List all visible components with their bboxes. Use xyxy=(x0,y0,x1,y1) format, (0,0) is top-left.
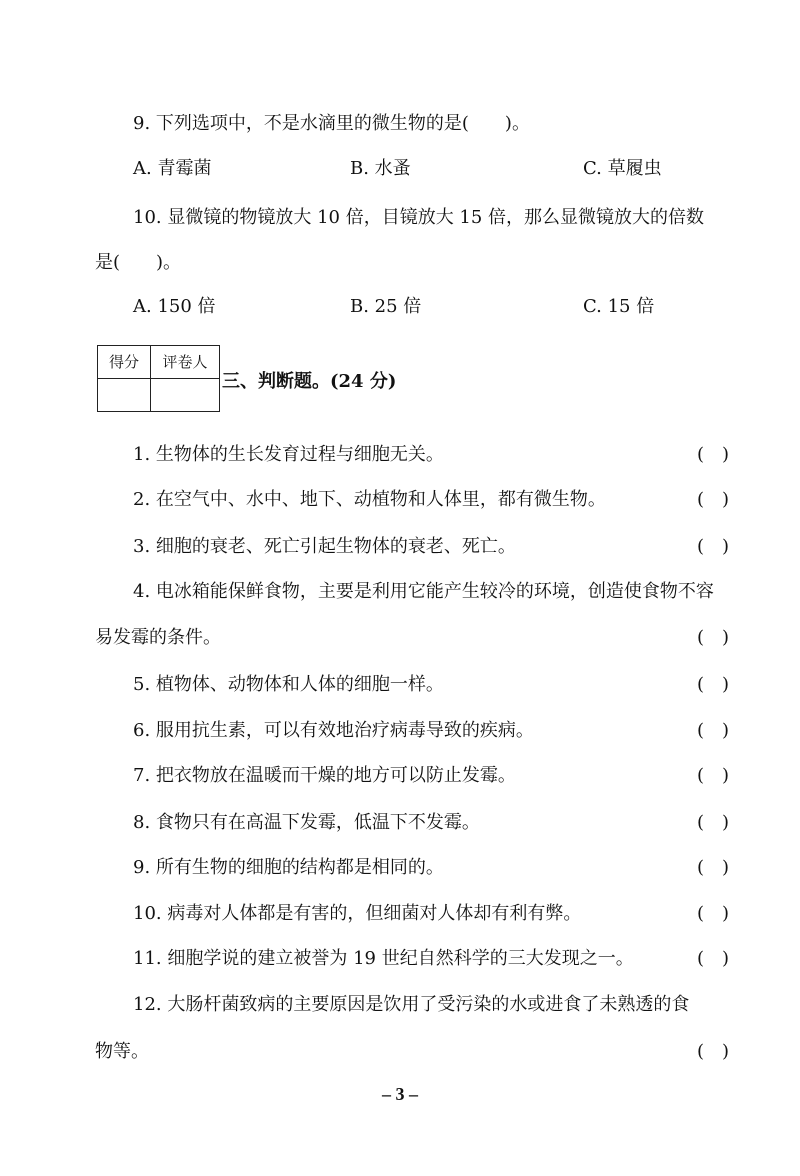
judge-item-12-line1: 12. 大肠杆菌致病的主要原因是饮用了受污染的水或进食了未熟透的食 xyxy=(133,994,690,1015)
judge-item-11: 11. 细胞学说的建立被誉为 19 世纪自然科学的三大发现之一。 xyxy=(133,948,634,969)
judge-item-12-line2: 物等。 xyxy=(95,1041,149,1062)
judge-item-3: 3. 细胞的衰老、死亡引起生物体的衰老、死亡。 xyxy=(133,536,516,557)
question-10-text-line1: 10. 显微镜的物镜放大 10 倍，目镜放大 15 倍，那么显微镜放大的倍数 xyxy=(133,207,705,228)
judge-item-9-answer-blank: ( ) xyxy=(697,857,730,878)
judge-item-7: 7. 把衣物放在温暖而干燥的地方可以防止发霉。 xyxy=(133,765,516,786)
question-10-option-c: C. 15 倍 xyxy=(583,296,655,317)
judge-item-8: 8. 食物只有在高温下发霉，低温下不发霉。 xyxy=(133,812,480,833)
question-9-option-a: A. 青霉菌 xyxy=(133,158,212,179)
judge-item-9: 9. 所有生物的细胞的结构都是相同的。 xyxy=(133,857,444,878)
judge-item-10: 10. 病毒对人体都是有害的，但细菌对人体却有利有弊。 xyxy=(133,903,582,924)
question-9-text: 9. 下列选项中，不是水滴里的微生物的是( )。 xyxy=(133,113,530,134)
question-10-text-line2: 是( )。 xyxy=(95,252,182,273)
score-box-header-grader: 评卷人 xyxy=(151,346,220,379)
judge-item-11-answer-blank: ( ) xyxy=(697,948,730,969)
judge-item-1-answer-blank: ( ) xyxy=(697,444,730,465)
score-box xyxy=(97,345,220,412)
judge-item-5: 5. 植物体、动物体和人体的细胞一样。 xyxy=(133,674,444,695)
judge-item-1: 1. 生物体的生长发育过程与细胞无关。 xyxy=(133,444,444,465)
judge-item-8-answer-blank: ( ) xyxy=(697,812,730,833)
question-10-option-b: B. 25 倍 xyxy=(350,296,422,317)
question-9-option-c: C. 草履虫 xyxy=(583,158,662,179)
judge-item-3-answer-blank: ( ) xyxy=(697,536,730,557)
judge-item-10-answer-blank: ( ) xyxy=(697,903,730,924)
judge-item-7-answer-blank: ( ) xyxy=(697,765,730,786)
judge-item-6: 6. 服用抗生素，可以有效地治疗病毒导致的疾病。 xyxy=(133,720,534,741)
judge-item-5-answer-blank: ( ) xyxy=(697,674,730,695)
judge-item-6-answer-blank: ( ) xyxy=(697,720,730,741)
judge-item-4-answer-blank: ( ) xyxy=(697,627,730,648)
judge-item-12-answer-blank: ( ) xyxy=(697,1041,730,1062)
question-10-option-a: A. 150 倍 xyxy=(133,296,216,317)
score-box-grader-cell xyxy=(151,379,220,412)
score-box-header-score: 得分 xyxy=(98,346,151,379)
judge-item-2: 2. 在空气中、水中、地下、动植物和人体里，都有微生物。 xyxy=(133,489,606,510)
judge-item-4-line1: 4. 电冰箱能保鲜食物，主要是利用它能产生较冷的环境，创造使食物不容 xyxy=(133,581,714,602)
judge-item-2-answer-blank: ( ) xyxy=(697,489,730,510)
page-number: – 3 – xyxy=(382,1084,418,1104)
score-box-score-cell xyxy=(98,379,151,412)
question-9-option-b: B. 水蚤 xyxy=(350,158,411,179)
section-3-title: 三、判断题。(24 分) xyxy=(222,371,397,392)
judge-item-4-line2: 易发霉的条件。 xyxy=(95,627,221,648)
